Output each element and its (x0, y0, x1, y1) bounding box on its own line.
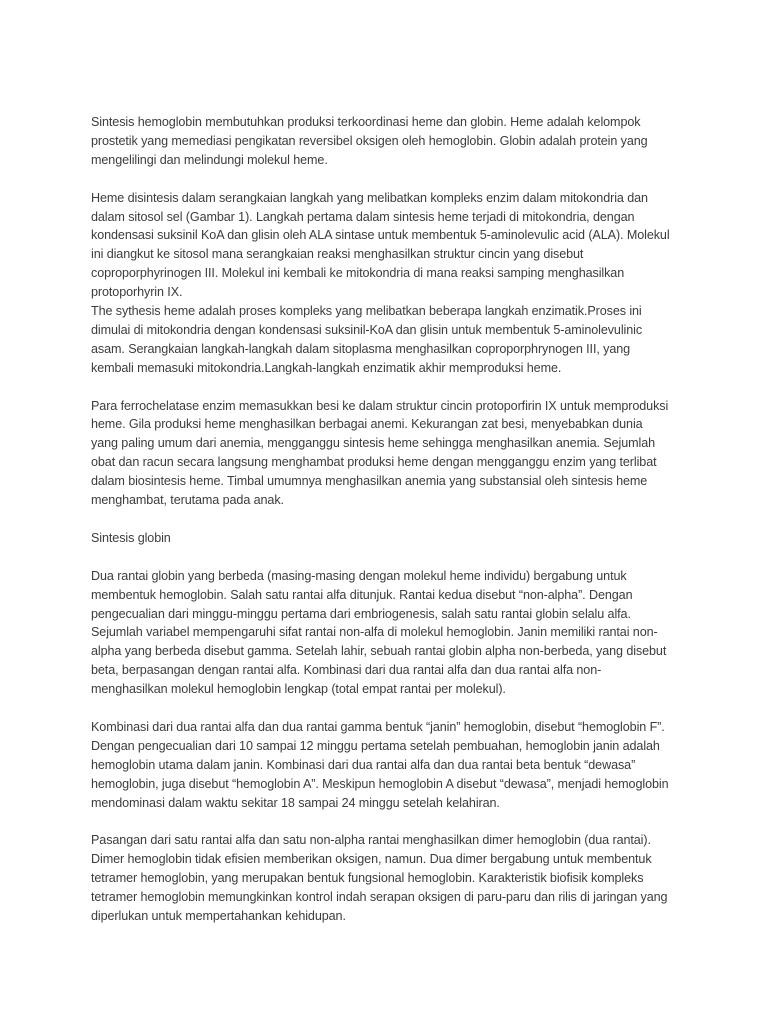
text-line: mendominasi dalam waktu sekitar 18 sampai 24 minggu setelah kelahiran. (91, 795, 500, 810)
text-line: pengecualian dari minggu-minggu pertama dari embriogenesis, salah satu rantai globin selalu alfa. (91, 606, 631, 621)
paragraph-intro (91, 113, 691, 170)
text-line: tetramer hemoglobin, yang merupakan bentuk fungsional hemoglobin. Karakteristik biofisik kompleks (91, 871, 644, 886)
text-line: Dengan pengecualian dari 10 sampai 12 minggu pertama setelah pembuahan, hemoglobin janin adalah (91, 738, 660, 753)
text-line: beta, berpasangan dengan rantai alfa. Kombinasi dari dua rantai alfa dan dua rantai alfa non- (91, 663, 602, 678)
text-line: yang paling umum dari anemia, mengganggu sintesis heme sehingga menghasilkan anemia. Sejumlah (91, 436, 656, 451)
text-line: prostetik yang memediasi pengikatan reversibel oksigen oleh hemoglobin. Globin adalah protein yang (91, 133, 648, 148)
text-line: dimulai di mitokondria dengan kondensasi suksinil-KoA dan glisin untuk membentuk 5-aminolevulinic (91, 322, 643, 337)
text-line: dalam sitosol sel (Gambar 1). Langkah pertama dalam sintesis heme terjadi di mitokondria, dengan (91, 209, 635, 224)
text-line: protoporhyrin IX. (91, 285, 183, 300)
text-line: diperlukan untuk mempertahankan kehidupan. (91, 908, 346, 923)
text-line: The sythesis heme adalah proses kompleks yang melibatkan beberapa langkah enzimatik.Proses ini (91, 304, 642, 319)
text-line: Sintesis hemoglobin membutuhkan produksi terkoordinasi heme dan globin. Heme adalah kelompok (91, 115, 641, 129)
text-line: Sejumlah variabel mempengaruhi sifat rantai non-alfa di molekul hemoglobin. Janin memiliki rantai non- (91, 625, 658, 640)
text-line: Dimer hemoglobin tidak efisien memberikan oksigen, namun. Dua dimer bergabung untuk membentuk (91, 852, 652, 867)
heading-text: Sintesis globin (91, 530, 171, 545)
paragraph-heme-process (91, 302, 691, 378)
text-line: mengelilingi dan melindungi molekul heme. (91, 152, 328, 167)
text-line: Heme disintesis dalam serangkaian langkah yang melibatkan kompleks enzim dalam mitokondria dan (91, 190, 648, 205)
text-line: tetramer hemoglobin memungkinkan kontrol indah serapan oksigen di paru-paru dan rilis di jaringan yang (91, 890, 668, 905)
text-line: membentuk hemoglobin. Salah satu rantai alfa ditunjuk. Rantai kedua disebut “non-alpha”. Dengan (91, 587, 633, 602)
text-line: menghambat, terutama pada anak. (91, 493, 284, 508)
text-line: Para ferrochelatase enzim memasukkan besi ke dalam struktur cincin protoporfirin IX untuk memproduksi (91, 398, 669, 413)
text-line: menghasilkan molekul hemoglobin lengkap (total empat rantai per molekul). (91, 682, 506, 697)
paragraph-globin-chains (91, 567, 691, 699)
document-body (91, 113, 691, 945)
text-line: Kombinasi dari dua rantai alfa dan dua rantai gamma bentuk “janin” hemoglobin, disebut “hemoglobin F”. (91, 719, 665, 734)
text-line: kembali memasuki mitokondria.Langkah-langkah enzimatik akhir memproduksi heme. (91, 360, 562, 375)
section-heading-globin (91, 529, 691, 548)
text-line: Dua rantai globin yang berbeda (masing-masing dengan molekul heme individu) bergabung untuk (91, 568, 627, 583)
text-line: hemoglobin utama dalam janin. Kombinasi dari dua rantai alfa dan dua rantai beta bentuk “dewasa” (91, 757, 636, 772)
text-line: obat dan racun secara langsung menghambat produksi heme dengan mengganggu enzim yang terlibat (91, 455, 657, 470)
text-line: alpha yang berbeda disebut gamma. Setelah lahir, sebuah rantai globin alpha non-berbeda, yang disebut (91, 644, 667, 659)
text-line: kondensasi suksinil KoA dan glisin oleh ALA sintase untuk membentuk 5-aminolevulic acid (ALA). Molekul (91, 228, 670, 243)
paragraph-heme-synthesis (91, 189, 691, 302)
text-line: asam. Serangkaian langkah-langkah dalam sitoplasma menghasilkan coproporphrynogen III, yang (91, 341, 631, 356)
text-line: heme. Gila produksi heme menghasilkan berbagai anemi. Kekurangan zat besi, menyebabkan dunia (91, 417, 643, 432)
text-line: hemoglobin, juga disebut “hemoglobin A”. Meskipun hemoglobin A disebut “dewasa”, menjadi hemoglobin (91, 776, 669, 791)
paragraph-dimer-tetramer (91, 831, 691, 926)
text-line: coproporphyrinogen III. Molekul ini kembali ke mitokondria di mana reaksi samping menghasilkan (91, 266, 625, 281)
paragraph-ferrochelatase (91, 397, 691, 510)
text-line: dalam biosintesis heme. Timbal umumnya menghasilkan anemia yang substansial oleh sintesis heme (91, 474, 648, 489)
text-line: ini diangkut ke sitosol mana serangkaian reaksi menghasilkan struktur cincin yang disebut (91, 247, 584, 262)
text-line: Pasangan dari satu rantai alfa dan satu non-alpha rantai menghasilkan dimer hemoglobin (dua rantai). (91, 833, 651, 848)
paragraph-hemoglobin-types (91, 718, 691, 813)
